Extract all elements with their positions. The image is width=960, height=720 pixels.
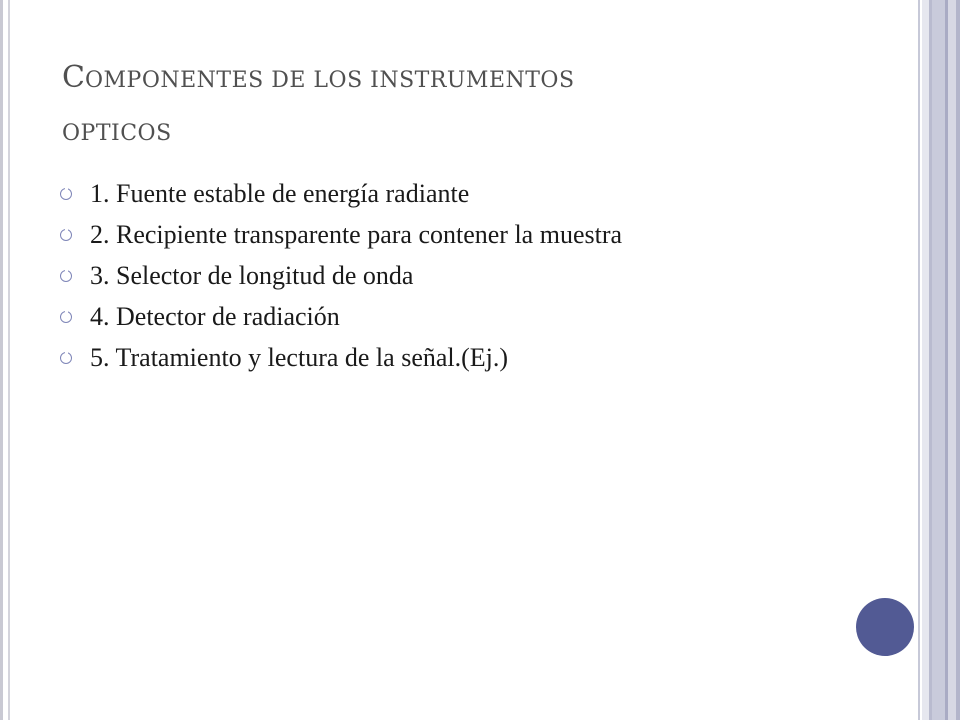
slide-title-line-2: OPTICOS	[62, 121, 172, 146]
bullet-text: 3. Selector de longitud de onda	[90, 261, 414, 290]
right-decor-band	[956, 0, 960, 720]
left-frame-line	[0, 0, 3, 720]
bullet-item	[60, 219, 840, 250]
slide-title	[62, 52, 882, 158]
bullet-text: 2. Recipiente transparente para contener la muestra	[90, 220, 623, 249]
right-decor-band	[918, 0, 920, 720]
bullet-ring-icon	[60, 311, 72, 323]
right-decor-band	[922, 0, 929, 720]
bullet-ring-icon	[60, 229, 72, 241]
right-decor-band	[932, 0, 945, 720]
bullet-item	[60, 260, 840, 291]
bullet-ring-icon	[60, 352, 72, 364]
bullet-text: 4. Detector de radiación	[90, 302, 340, 331]
right-decor-band	[948, 0, 956, 720]
left-frame-line-inner	[8, 0, 10, 720]
bullet-ring-icon	[60, 188, 72, 200]
bullet-text: 1. Fuente estable de energía radiante	[90, 179, 470, 208]
bullet-item	[60, 178, 840, 209]
slide-title-line-1: COMPONENTES DE LOS INSTRUMENTOS	[62, 60, 575, 95]
bullet-text: 5. Tratamiento y lectura de la señal.(Ej.)	[90, 343, 509, 372]
bullet-list	[60, 178, 840, 383]
bullet-ring-icon	[60, 270, 72, 282]
bullet-item	[60, 342, 840, 373]
accent-circle	[856, 598, 914, 656]
bullet-item	[60, 301, 840, 332]
